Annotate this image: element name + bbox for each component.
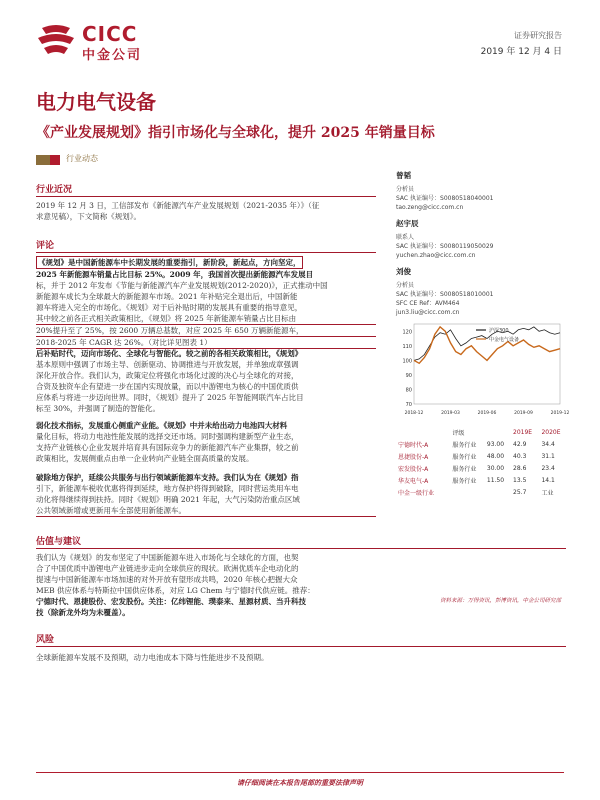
table-header-cell	[396, 426, 445, 438]
x-tick-label: 2019-09	[514, 411, 533, 416]
source-note: 资料来源：万得资讯，彭博资讯，中金公司研究部	[440, 598, 562, 604]
text-line: 合了中国优质中游锂电产业链进步走向全球供应的现状。欧洲优质车企电动化的	[36, 564, 299, 573]
text-line: 《规划》是中国新能源车中长期发展的重要指引，新阶段，新起点，方向坚定，	[38, 258, 301, 267]
tag-marker-accent	[50, 155, 60, 165]
x-tick-label: 2019-06	[477, 411, 497, 416]
analyst-role: 分析员	[396, 282, 415, 289]
table-header-cell	[485, 426, 511, 438]
table-row	[396, 438, 568, 450]
text-line: 基本原则中强调了市场主导、创新驱动、协调推进与开放发展，并单独成章强调	[36, 360, 299, 369]
logo-text-cn: 中金公司	[82, 48, 143, 63]
company-name[interactable]: 宁德时代-A	[398, 441, 429, 449]
table-row	[396, 486, 568, 498]
company-name[interactable]: 中金一级行业	[398, 489, 435, 497]
y-tick-label: 120	[402, 329, 412, 336]
analyst-email[interactable]: jun3.liu@cicc.com.cn	[396, 309, 460, 316]
analyst-name: 赵宇辰	[396, 219, 419, 228]
divider	[36, 196, 376, 197]
rating	[450, 486, 485, 498]
text-line: 求意见稿），下文简称《规划》。	[36, 212, 141, 221]
table-header-row	[396, 426, 568, 438]
price: 93.00	[486, 440, 505, 448]
section-title-valuation: 估值与建议	[36, 537, 82, 547]
text-line: 新能源车成长为全球最大的新能源车市场。2021 年补贴完全退出后，中国新能	[36, 292, 298, 301]
text-line: 源车将进入完全的市场化。《规划》对于后补贴时期的发展具有重要的指导意见，	[36, 303, 303, 312]
legend-label: 沪深300	[489, 328, 509, 334]
table-row	[396, 450, 568, 462]
report-type: 证券研究报告	[514, 31, 562, 40]
analyst-panel	[396, 170, 564, 317]
legend-label: 中金电气设备	[489, 337, 520, 343]
pe-2019: 40.3	[513, 452, 527, 460]
analyst-email[interactable]: tao.zeng@cicc.com.cn	[396, 204, 464, 211]
table-header-cell: 2020E	[541, 428, 561, 436]
price	[485, 486, 511, 498]
y-tick-label: 100	[402, 358, 412, 365]
text-line: 动化将得继续得到扶持。同时《规划》明确 2021 年起，大气污染防治重点区域	[36, 495, 300, 504]
company-name[interactable]: 恩捷股份-A	[398, 453, 429, 461]
divider	[36, 548, 566, 549]
comment-paragraph-2	[36, 348, 376, 414]
pe-2020: 34.4	[541, 440, 555, 448]
table-row	[396, 474, 568, 486]
rating: 服务行业	[452, 477, 477, 485]
x-tick-label: 2019-12	[550, 411, 570, 416]
y-tick-label: 70	[405, 402, 412, 408]
logo-text-en: CICC	[82, 22, 138, 46]
analyst-sfc: SFC CE Ref：AVM464	[396, 300, 460, 307]
y-tick-label: 90	[405, 372, 412, 379]
text-line: 后补贴时代，迈向市场化、全球化与智能化。较之前的各相关政策相比，《规划》	[36, 349, 303, 358]
text-line: 提速与中国新能源车市场加速的对外开放有望形成共鸣，2020 年核心把握大众	[36, 575, 298, 584]
company-name[interactable]: 华友电气-A	[398, 477, 429, 485]
x-tick-label: 2018-12	[404, 411, 424, 416]
rating: 服务行业	[452, 465, 477, 473]
x-tick-label: 2019-03	[441, 411, 460, 416]
text-line: 公共领域新增或更新用车全部使用新能源车。	[36, 505, 376, 517]
divider	[36, 252, 376, 253]
analyst-email[interactable]: yuchen.zhao@cicc.com.cn	[396, 252, 476, 259]
legal-notice[interactable]: 请仔细阅读在本报告尾部的重要法律声明	[237, 779, 363, 787]
rating: 服务行业	[452, 453, 477, 461]
divider	[36, 646, 566, 647]
text-line: 合资及独资车企有望进一步在国内实现放量，而以中游锂电为核心的中国优质供	[36, 382, 299, 391]
pe-2019: 25.7	[513, 488, 527, 496]
footer-divider	[36, 772, 564, 773]
price: 30.00	[486, 464, 505, 472]
section-title-comment: 评论	[36, 241, 55, 251]
company-name[interactable]: 宏发股份-A	[398, 465, 429, 473]
price: 11.50	[486, 476, 505, 484]
report-date: 2019 年 12 月 4 日	[480, 47, 562, 57]
report-headline: 《产业发展规划》指引市场化与全球化，提升 2025 年销量目标	[36, 125, 435, 141]
analyst-name: 曾韬	[396, 171, 411, 180]
table-row	[396, 462, 568, 474]
pe-2020: 14.1	[541, 476, 555, 484]
rating: 服务行业	[452, 441, 477, 449]
pe-2020: 31.1	[541, 452, 555, 460]
pe-2020: 工业	[541, 489, 554, 497]
analyst-sac: SAC 执证编号：S0080518010001	[396, 291, 494, 298]
cicc-logo-icon	[36, 24, 76, 56]
text-line: 标至 30%，并强调了制造的智能化。	[36, 404, 161, 413]
y-tick-label: 80	[405, 387, 412, 394]
text-line: 2025 年新能源车销量占比目标 25%。2009 年，我国首次提出新能源汽车发展目	[36, 270, 314, 279]
table-header-cell: 评级	[452, 429, 465, 437]
text-line: 技（除新龙外均为未覆盖）。	[36, 608, 130, 617]
analyst-role: 分析员	[396, 186, 415, 193]
pe-2019: 13.5	[513, 476, 527, 484]
comment-paragraph-3	[36, 420, 376, 464]
analyst-name: 刘俊	[396, 267, 411, 276]
text-line: 我们认为《规划》的发布坚定了中国新能源车进入市场化与全球化的方面，也契	[36, 553, 299, 562]
text-line: 引下，新能源车税收优惠将得到延续，地方保护将得到破除，同时营运类用车电	[36, 484, 299, 493]
text-line: 支持产业链核心企业发展并培育具有国际竞争力的新能源汽车产业集群，较之前	[36, 443, 299, 452]
text-line: 2018-2025 年 CAGR 达 26%。（对比详见图表 1）	[36, 337, 376, 349]
analyst-role: 联系人	[396, 234, 415, 241]
text-line: 20%提升至了 25%，按 2600 万辆总基数，对应 2025 年 650 万辆新能源车，	[36, 325, 376, 337]
pe-2019: 28.6	[513, 464, 527, 472]
analyst-sac: SAC 执证编号：S0080119050029	[396, 243, 494, 250]
text-line: 其中较之前各正式相关政策相比，《规划》将 2025 年新能源车销量占比目标由	[36, 313, 376, 325]
overview-paragraph	[36, 200, 376, 222]
pe-2020: 23.4	[541, 464, 555, 472]
sector-title: 电力电气设备	[36, 90, 156, 114]
series-line	[414, 327, 560, 363]
text-line: 标，并于 2012 年发布《节能与新能源汽车产业发展规划(2012-2020)》，正式推动中国	[36, 281, 328, 290]
price: 48.00	[486, 452, 505, 460]
pe-2019: 42.9	[513, 440, 527, 448]
section-title-overview: 行业近况	[36, 185, 73, 195]
comment-paragraph-4	[36, 472, 376, 517]
text-line: 政策相比，发展侧重点由单一企业转向产业链全面高质量的发展。	[36, 454, 254, 463]
text-line: 量化目标，将动力电池性能发展的选择交还市场。同时强调构建新型产业生态，	[36, 432, 299, 441]
valuation-paragraph	[36, 552, 416, 618]
text-line: 应体系与将进一步迈向世界。同时，《规划》提升了 2025 年智能网联汽车占比目	[36, 393, 304, 402]
text-line: MEB 供应体系与特斯拉中国供应体系，对应 LG Chem 与宁德时代供应链。推荐：	[36, 586, 315, 595]
table-header-cell: 2019E	[513, 428, 533, 436]
text-line: 深化开放合作。我们认为，政策定位将强化市场化过渡的决心与全球化的对接，	[36, 371, 299, 380]
y-tick-label: 110	[402, 343, 412, 350]
risk-paragraph: 全球新能源车发展不及预期，动力电池成本下降与性能进步不及预期。	[36, 653, 269, 662]
text-line: 破除地方保护，延续公共服务与出行领域新能源车支持。我们认为在《规划》指	[36, 473, 299, 482]
stock-table	[396, 426, 568, 498]
text-line: 宁德时代、恩捷股份、宏发股份。关注：亿纬锂能、璞泰来、星源材质、当升科技	[36, 597, 306, 606]
comment-paragraph-1	[36, 256, 376, 349]
analyst-sac: SAC 执证编号：S0080518040001	[396, 195, 494, 202]
text-line: 2019 年 12 月 3 日，工信部发布《新能源汽车产业发展规划（2021-2035 年）》（征	[36, 201, 320, 210]
performance-chart	[396, 318, 570, 418]
text-line: 弱化技术指标，发展重心侧重产业能。《规划》中并未给出动力电池四大材料	[36, 421, 288, 430]
section-title-risk: 风险	[36, 635, 55, 645]
report-tag: 行业动态	[66, 154, 98, 163]
